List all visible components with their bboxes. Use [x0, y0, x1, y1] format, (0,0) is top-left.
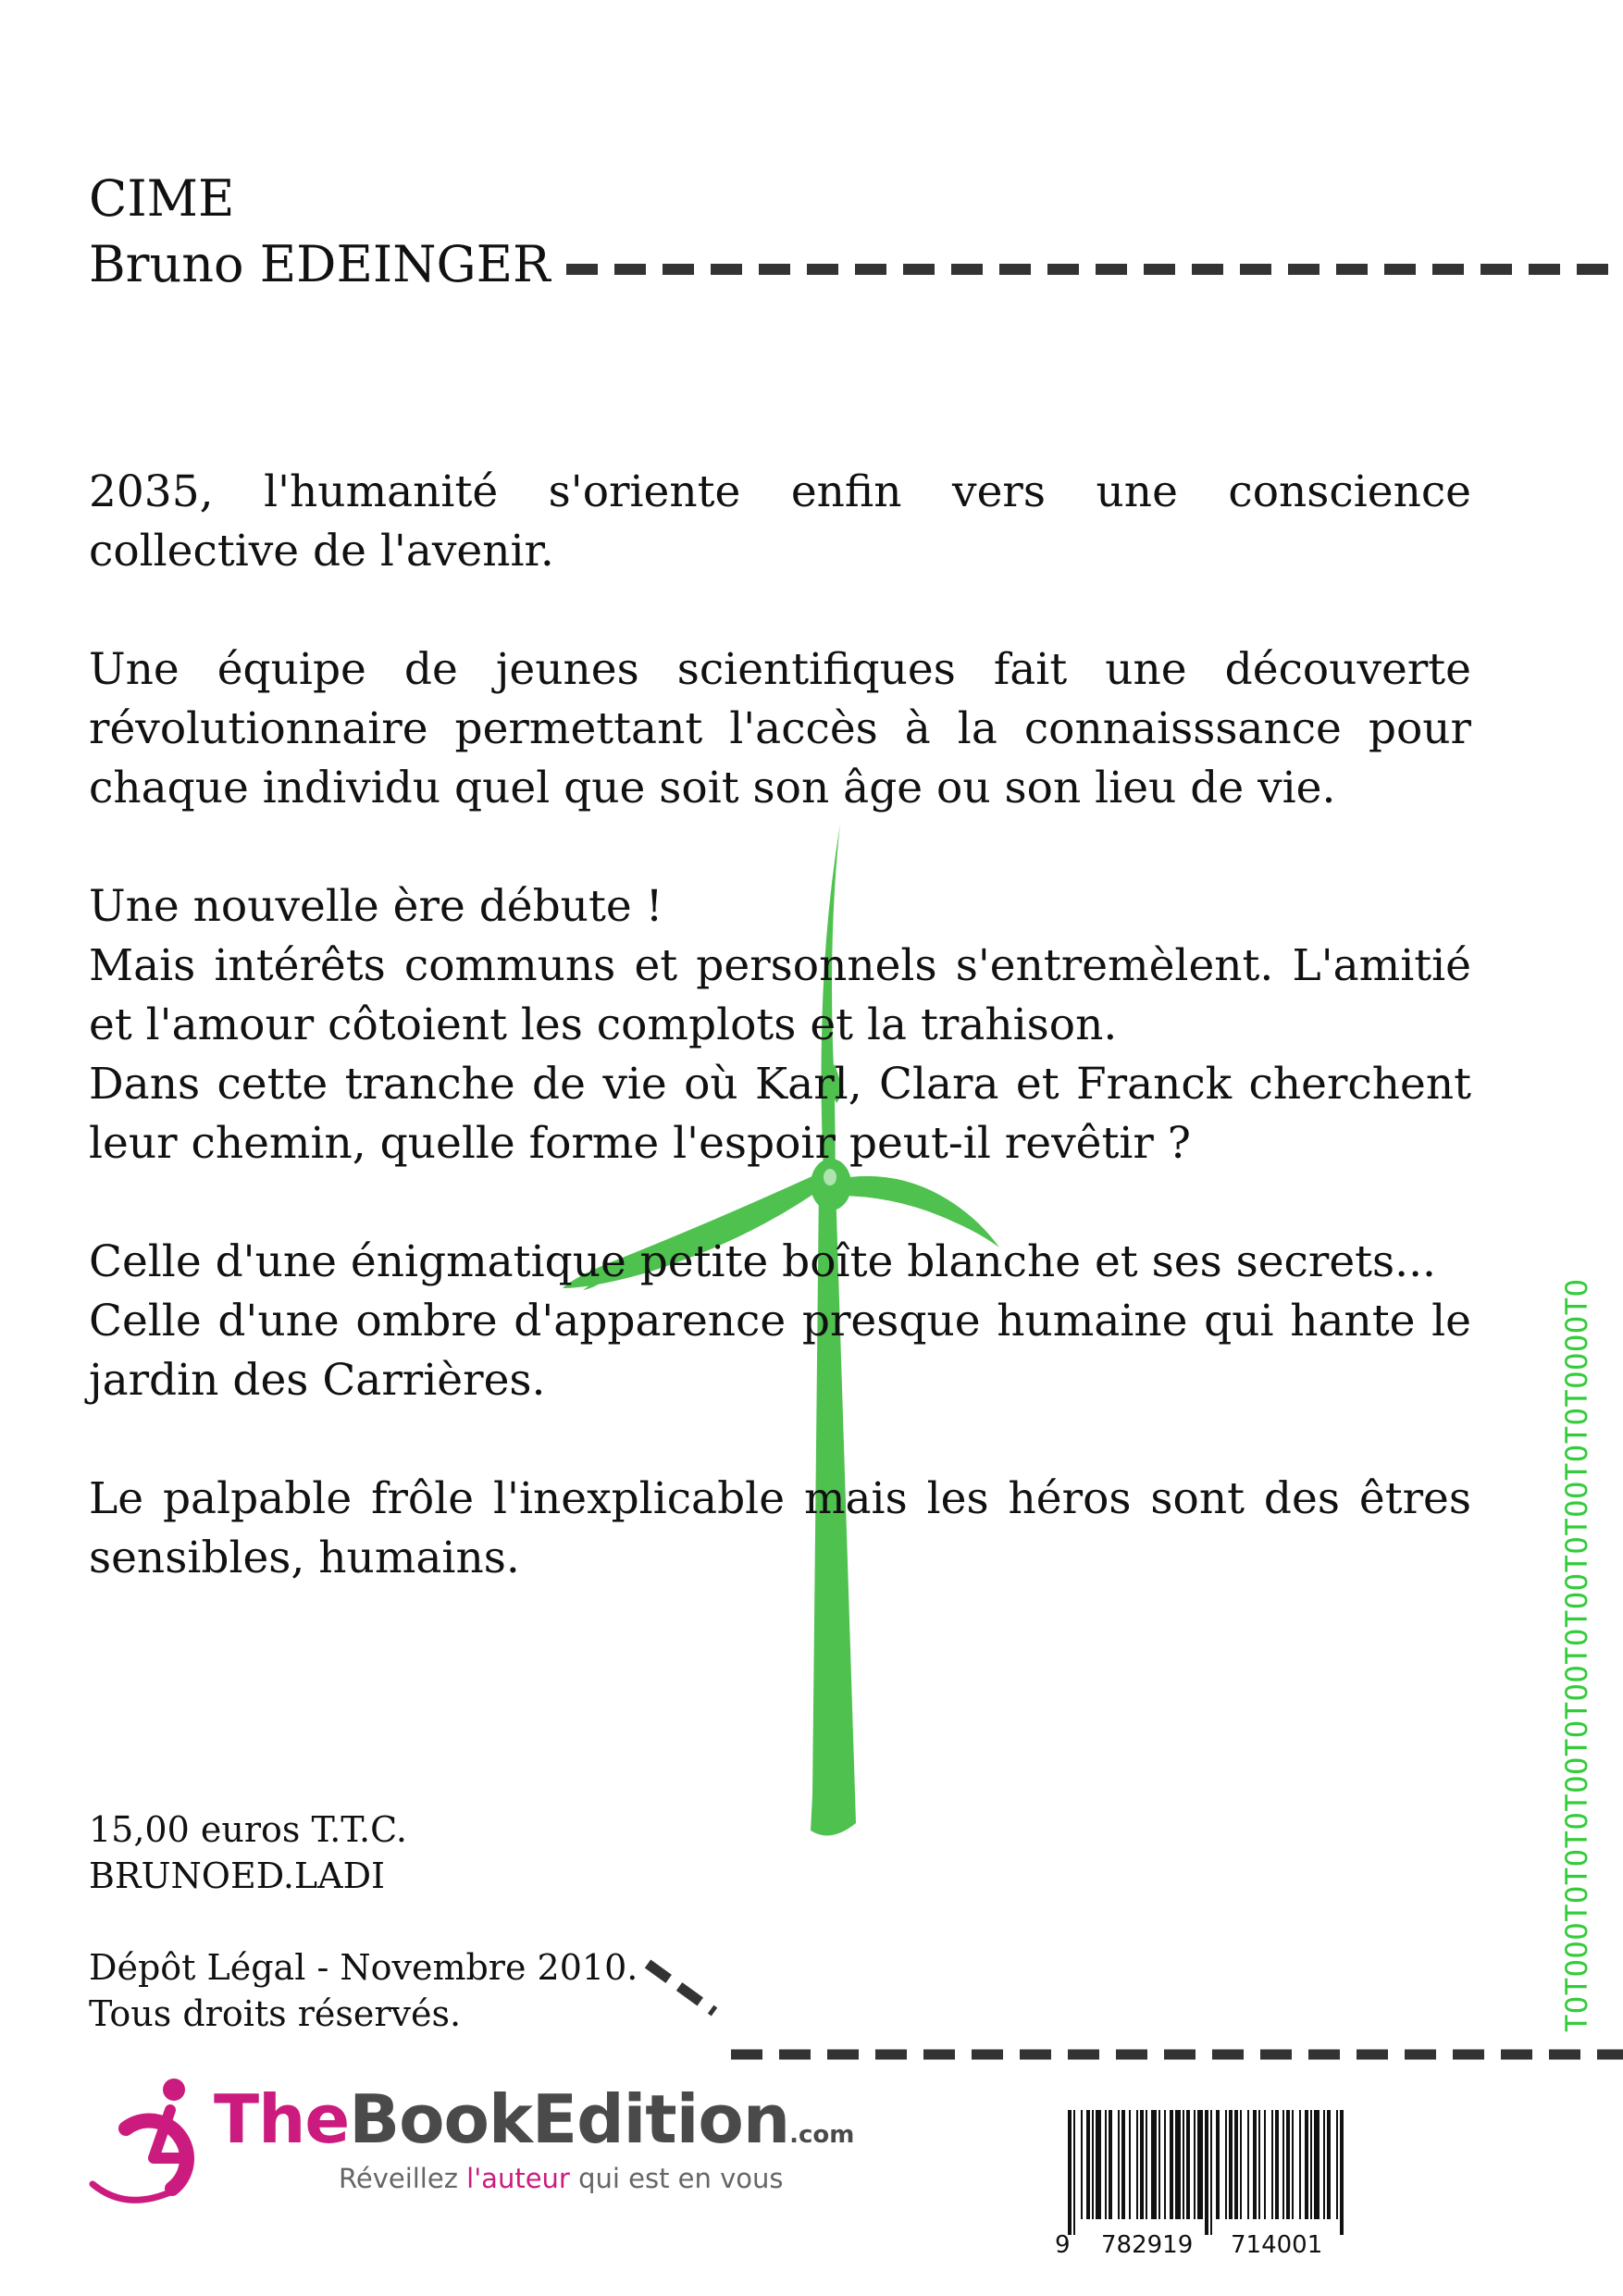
barcode-bar [1158, 2110, 1160, 2219]
barcode-bar [1092, 2110, 1094, 2219]
barcode-bar [1240, 2110, 1242, 2219]
barcode-bar [1170, 2110, 1173, 2219]
barcode-bar [1258, 2110, 1260, 2219]
barcode-digits-right: 714001 [1231, 2231, 1323, 2259]
barcode-bar [1081, 2110, 1083, 2219]
book-title: CIME [89, 169, 235, 228]
barcode-bar [1225, 2110, 1227, 2219]
barcode-bar [1086, 2110, 1090, 2219]
barcode-bar [1336, 2110, 1338, 2219]
barcode-bar [1194, 2110, 1196, 2219]
barcode-bar [1105, 2110, 1107, 2219]
barcode-digits-left: 782919 [1101, 2231, 1194, 2259]
blurb-paragraph: 2035, l'humanité s'oriente enfin vers une conscience collective de l'avenir. [89, 466, 1471, 577]
barcode-bar [1109, 2110, 1112, 2219]
barcode-bar [1197, 2110, 1203, 2219]
barcode-bar [1229, 2110, 1233, 2219]
blurb-line: Une nouvelle ère débute ! [89, 881, 663, 932]
barcode-bar [1327, 2110, 1331, 2219]
rights-notice: Tous droits réservés. [89, 1993, 462, 2034]
barcode-bar [1314, 2110, 1319, 2219]
barcode-bar [1282, 2110, 1284, 2219]
logo-tagline: Réveillez l'auteur qui est en vous [339, 2163, 784, 2194]
barcode-bar [1146, 2110, 1147, 2219]
barcode-bar [1323, 2110, 1325, 2219]
barcode-bar [1234, 2110, 1238, 2219]
barcode-bar [1247, 2110, 1249, 2219]
barcode-bar [1299, 2110, 1301, 2219]
barcode-bar [1068, 2110, 1072, 2235]
dashed-rule-corner [648, 1964, 714, 2012]
barcode-bar [1164, 2110, 1166, 2219]
barcode-bar [1286, 2110, 1290, 2219]
barcode-bar [1175, 2110, 1181, 2219]
barcode-bar [1340, 2110, 1344, 2235]
barcode-bar [1118, 2110, 1120, 2219]
blurb-paragraph [89, 877, 1471, 1173]
publisher-code: BRUNOED.LADI [89, 1855, 386, 1896]
blurb-line: Dans cette tranche de vie où Karl, Clara et Franck cherchent leur chemin, quelle forme l'espoir peut-il revêtir ? [89, 1059, 1471, 1169]
barcode-bar [1253, 2110, 1257, 2219]
logo-figure-icon [89, 2073, 218, 2212]
barcode-bar [1136, 2110, 1138, 2219]
barcode-bar [1129, 2110, 1131, 2219]
barcode-bar [1073, 2110, 1075, 2235]
barcode-bar [1275, 2110, 1279, 2219]
blurb-line: Celle d'une ombre d'apparence presque humaine qui hante le jardin des Carrières. [89, 1296, 1471, 1406]
barcode-bar [1205, 2110, 1208, 2235]
blurb-line: Celle d'une énigmatique petite boîte blanche et ses secrets... [89, 1236, 1436, 1287]
blurb-line: Mais intérêts communs et personnels s'entremèlent. L'amitié et l'amour côtoient les complots et la trahison. [89, 940, 1471, 1050]
isbn-barcode [1064, 2110, 1351, 2235]
barcode-bar [1140, 2110, 1144, 2219]
barcode-bar [1305, 2110, 1308, 2219]
blurb-paragraph: Une équipe de jeunes scientifiques fait une découverte révolutionnaire permettant l'accès à la connaisssance pour chaque individu quel que soit son âge ou son lieu de vie. [89, 644, 1471, 813]
barcode-bar [1310, 2110, 1312, 2219]
barcode-bar [1121, 2110, 1125, 2219]
barcode-lead-digit: 9 [1055, 2231, 1071, 2259]
barcode-bar [1216, 2110, 1220, 2219]
back-cover-blurb [89, 463, 1471, 1588]
book-author: Bruno EDEINGER [89, 235, 551, 293]
thebookedition-logo [89, 2073, 855, 2230]
logo-wordmark: TheBookEdition.com [214, 2080, 855, 2158]
barcode-bar [1210, 2110, 1212, 2235]
blurb-paragraph [89, 1233, 1471, 1410]
barcode-bar [1151, 2110, 1157, 2219]
barcode-bar [1183, 2110, 1184, 2219]
barcode-bar [1186, 2110, 1190, 2219]
blurb-paragraph: Le palpable frôle l'inexplicable mais les héros sont des êtres sensibles, humains. [89, 1473, 1471, 1583]
legal-deposit: Dépôt Légal - Novembre 2010. [89, 1947, 638, 1988]
barcode-bar [1271, 2110, 1273, 2219]
barcode-bar [1292, 2110, 1294, 2219]
price: 15,00 euros T.T.C. [89, 1809, 407, 1850]
barcode-bar [1264, 2110, 1266, 2219]
barcode-bar [1096, 2110, 1101, 2219]
binary-code-strip: TOTOOOTOTOTOTOOTOTOOTOTOOTOTOOTOTOTOOOOTO [1559, 1278, 1594, 2032]
